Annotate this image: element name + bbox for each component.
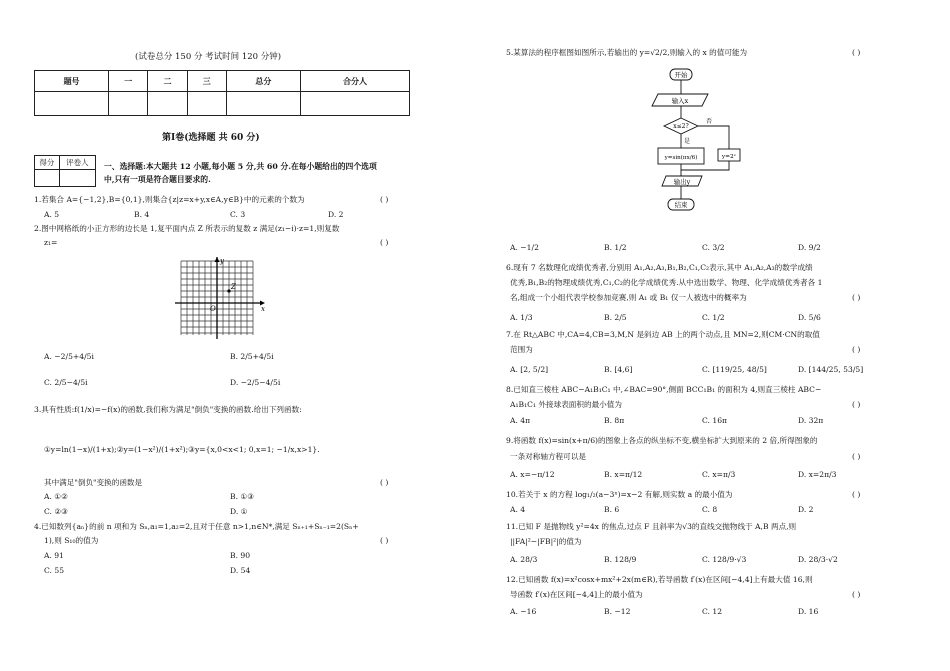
section1-intro — [104, 160, 424, 187]
score-table — [34, 70, 410, 116]
q6-text2: 优秀,B₁,B₂的物理成绩优秀,C₁,C₂的化学成绩优秀.从中选出数学、物理、化学成绩优秀者各 1 — [510, 278, 823, 287]
score-header-2: 二 — [148, 71, 187, 92]
q10-answer-paren[interactable]: ( ) — [852, 490, 861, 499]
q1-option-b[interactable]: B. 4 — [134, 210, 150, 219]
q11-text: 11.已知 F 是抛物线 y²=4x 的焦点,过点 F 且斜率为√3的直线交抛物线于 A,B 两点,则 — [506, 522, 797, 531]
q12-option-c[interactable]: C. 12 — [702, 607, 723, 616]
q12-option-d[interactable]: D. 16 — [798, 607, 819, 616]
grid-label-o: O — [210, 305, 216, 313]
q7-answer-paren[interactable]: ( ) — [852, 345, 861, 354]
q12-answer-paren[interactable]: ( ) — [852, 590, 861, 599]
q3-text3: 其中满足"倒负"变换的函数是 — [44, 478, 143, 487]
grid-label-z: Z — [231, 283, 236, 291]
q3-option-a[interactable]: A. ①② — [44, 492, 68, 501]
q10-text: 10.若关于 x 的方程 log₁/₂(a−3ˣ)=x−2 有解,则实数 a 的最小值为 — [506, 490, 733, 499]
q6-option-c[interactable]: C. 1/2 — [702, 313, 725, 322]
section1-line2: 中,只有一项是符合题目要求的. — [104, 175, 211, 185]
grader-table — [34, 155, 96, 187]
q11-option-a[interactable]: A. 28/3 — [510, 555, 538, 564]
q3-answer-paren[interactable]: ( ) — [380, 478, 389, 487]
q8-answer-paren[interactable]: ( ) — [852, 400, 861, 409]
score-header-tihao: 题号 — [35, 71, 109, 92]
q6-answer-paren[interactable]: ( ) — [852, 293, 861, 302]
grid-label-x: x — [261, 305, 265, 313]
flowchart — [640, 66, 770, 238]
q10-option-c[interactable]: C. 8 — [702, 505, 718, 514]
flow-no: 否 — [706, 118, 713, 125]
q8-text2: A₁B₁C₁ 外接球表面积的最小值为 — [510, 400, 622, 409]
score-cell[interactable] — [148, 92, 187, 116]
q7-option-a[interactable]: A. [2, 5/2] — [510, 365, 549, 374]
grader-score-cell[interactable] — [35, 170, 60, 187]
grader-name-cell[interactable] — [59, 170, 95, 187]
score-header-3: 三 — [187, 71, 226, 92]
q4-option-d[interactable]: D. 54 — [230, 566, 251, 575]
q12-option-b[interactable]: B. −12 — [604, 607, 631, 616]
q9-option-b[interactable]: B. x=π/12 — [604, 470, 643, 479]
q2-answer-paren[interactable]: ( ) — [380, 238, 389, 247]
q4-option-c[interactable]: C. 55 — [44, 566, 65, 575]
complex-plane-grid — [175, 257, 267, 339]
q5-option-d[interactable]: D. 9/2 — [798, 243, 821, 252]
flow-input: 输入x — [671, 97, 689, 105]
score-header-total: 总分 — [226, 71, 300, 92]
q11-option-b[interactable]: B. 128/9 — [604, 555, 637, 564]
flow-condition: x≤2? — [673, 123, 689, 130]
score-cell[interactable] — [35, 92, 109, 116]
q1-option-c[interactable]: C. 3 — [230, 210, 246, 219]
q3-text2: ①y=ln(1−x)/(1+x);②y=(1−x²)/(1+x²);③y={x,0<x<1; 0,x=1; −1/x,x>1}. — [44, 445, 320, 454]
q10-option-a[interactable]: A. 4 — [510, 505, 526, 514]
q8-option-d[interactable]: D. 32π — [798, 416, 824, 425]
q8-option-a[interactable]: A. 4π — [510, 416, 531, 425]
q5-answer-paren[interactable]: ( ) — [852, 48, 861, 57]
grader-name-label: 评卷人 — [59, 156, 95, 170]
q5-text: 5.某算法的程序框图如图所示,若输出的 y=√2/2,则输入的 x 的值可能为 — [506, 48, 748, 57]
q11-text2: ||FA|²−|FB|²|的值为 — [510, 537, 582, 546]
q1-option-a[interactable]: A. 5 — [44, 210, 60, 219]
q4-option-b[interactable]: B. 90 — [230, 551, 251, 560]
q2-text2: z₁= — [44, 238, 58, 247]
q5-option-c[interactable]: C. 3/2 — [702, 243, 725, 252]
q10-option-d[interactable]: D. 2 — [798, 505, 814, 514]
q6-text: 6.现有 7 名数理化成绩优秀者,分别用 A₁,A₂,A₃,B₁,B₂,C₁,C₂表示,其中 A₁,A₂,A₃的数学成绩 — [506, 263, 813, 272]
q8-option-b[interactable]: B. 8π — [604, 416, 625, 425]
q11-option-c[interactable]: C. 128/9·√3 — [702, 555, 747, 564]
score-header-checker: 合分人 — [300, 71, 409, 92]
grid-label-y: y — [220, 257, 224, 265]
score-cell[interactable] — [109, 92, 148, 116]
q2-option-a[interactable]: A. −2/5+4/5i — [44, 352, 94, 361]
score-cell[interactable] — [187, 92, 226, 116]
q4-text2: 1),则 S₁₀的值为 — [44, 536, 99, 545]
q2-option-d[interactable]: D. −2/5−4/5i — [230, 378, 281, 387]
q8-option-c[interactable]: C. 16π — [702, 416, 728, 425]
q2-text: 2.图中网格纸的小正方形的边长是 1,复平面内点 Z 所表示的复数 z 满足(z₁−i)·z=1,则复数 — [34, 224, 340, 233]
q5-option-b[interactable]: B. 1/2 — [604, 243, 627, 252]
q7-option-b[interactable]: B. [4,6] — [604, 365, 633, 374]
q1-text: 1.若集合 A={−1,2},B={0,1},则集合{z|z=x+y,x∈A,y∈B}中的元素的个数为 — [34, 195, 305, 204]
q7-text: 7.在 Rt△ABC 中,CA=4,CB=3,M,N 是斜边 AB 上的两个动点,且 MN=2,则CM·CN的取值 — [506, 330, 820, 339]
score-cell[interactable] — [226, 92, 300, 116]
q7-option-d[interactable]: D. [144/25, 53/5] — [798, 365, 864, 374]
q4-option-a[interactable]: A. 91 — [44, 551, 64, 560]
q9-option-d[interactable]: D. x=2π/3 — [798, 470, 837, 479]
q6-option-b[interactable]: B. 2/5 — [604, 313, 627, 322]
q3-option-b[interactable]: B. ①③ — [230, 492, 255, 501]
q8-text: 8.已知直三棱柱 ABC−A₁B₁C₁ 中,∠BAC=90°,侧面 BCC₁B₁ 的面积为 4,则直三棱柱 ABC− — [506, 385, 822, 394]
q7-option-c[interactable]: C. [119/25, 48/5] — [702, 365, 767, 374]
q7-text2: 范围为 — [510, 345, 533, 354]
q9-option-a[interactable]: A. x=−π/12 — [510, 470, 555, 479]
q2-option-c[interactable]: C. 2/5−4/5i — [44, 378, 88, 387]
flow-start: 开始 — [674, 71, 688, 79]
q12-option-a[interactable]: A. −16 — [510, 607, 537, 616]
q12-text2: 导函数 f′(x)在区间[−4,4]上的最小值为 — [510, 590, 643, 599]
q6-option-a[interactable]: A. 1/3 — [510, 313, 533, 322]
flow-yes: 是 — [684, 138, 691, 145]
q4-text: 4.已知数列{aₙ}的前 n 项和为 Sₙ,a₁=1,a₂=2,且对于任意 n>1,n∈N*,满足 Sₙ₊₁+Sₙ₋₁=2(Sₙ+ — [34, 522, 359, 531]
q2-option-b[interactable]: B. 2/5+4/5i — [230, 352, 274, 361]
q12-text: 12.已知函数 f(x)=x²cosx+mx²+2x(m∈R),若导函数 f′(x)在区间[−4,4]上有最大值 16,则 — [506, 575, 813, 584]
q3-option-c[interactable]: C. ②③ — [44, 507, 68, 516]
q9-text: 9.将函数 f(x)=sin(x+π/6)的图象上各点的纵坐标不变,横坐标扩大到原来的 2 倍,所得图象的 — [506, 436, 818, 445]
q9-text2: 一条对称轴方程可以是 — [510, 452, 586, 461]
q1-answer-paren[interactable]: ( ) — [380, 195, 389, 204]
q3-option-d[interactable]: D. ① — [230, 507, 248, 516]
q3-text: 3.具有性质:f(1/x)=−f(x)的函数,我们称为满足"倒负"变换的函数.给出下列函数: — [34, 405, 302, 414]
flow-end: 结束 — [674, 201, 688, 209]
q9-answer-paren[interactable]: ( ) — [852, 452, 861, 461]
q10-option-b[interactable]: B. 6 — [604, 505, 620, 514]
part1-title: 第Ⅰ卷(选择题 共 60 分) — [162, 133, 260, 143]
flow-formula-2: y=2ˣ — [721, 154, 737, 160]
score-cell[interactable] — [300, 92, 409, 116]
q4-answer-paren[interactable]: ( ) — [380, 536, 389, 545]
q1-option-d[interactable]: D. 2 — [328, 210, 344, 219]
q11-option-d[interactable]: D. 28/3·√2 — [798, 555, 838, 564]
q6-text3: 名,组成一个小组代表学校参加竞赛,则 A₁ 或 B₁ 仅一人被选中的概率为 — [510, 293, 747, 302]
score-header-1: 一 — [109, 71, 148, 92]
flow-output: 输出y — [673, 178, 691, 186]
section1-line1: 一、选择题:本大题共 12 小题,每小题 5 分,共 60 分.在每小题给出的四个选项 — [104, 162, 377, 171]
q6-option-d[interactable]: D. 5/6 — [798, 313, 821, 322]
grader-score-label: 得分 — [35, 156, 60, 170]
q9-option-c[interactable]: C. x=π/3 — [702, 470, 736, 479]
flow-formula-1: y=sin(πx/6) — [664, 155, 698, 161]
exam-info: (试卷总分 150 分 考试时间 120 分钟) — [135, 52, 282, 62]
q5-option-a[interactable]: A. −1/2 — [510, 243, 539, 252]
